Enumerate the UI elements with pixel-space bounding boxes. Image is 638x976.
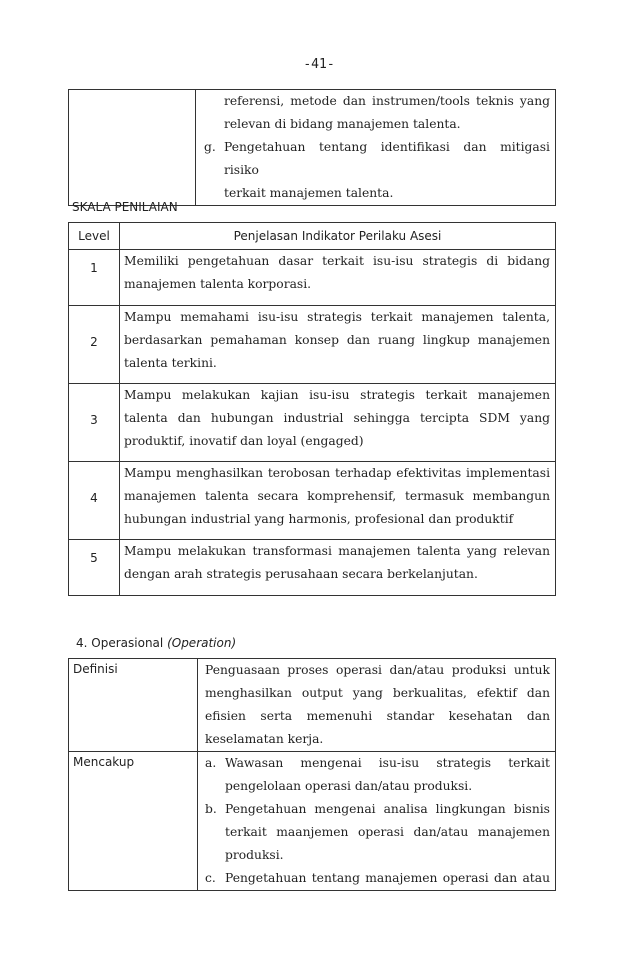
section-title-italic: (Operation)	[167, 636, 237, 650]
list-marker: g.	[204, 140, 216, 154]
text-line: talenta dan hubungan industrial sehingga tercipta SDM yang	[124, 411, 550, 425]
text-line: talenta terkini.	[124, 356, 217, 370]
text-line: produktif, inovatif dan loyal (engaged)	[124, 434, 364, 448]
level-cell: 2	[69, 306, 120, 384]
description-cell	[120, 384, 556, 462]
scale-table	[68, 222, 556, 596]
text-line: Pengetahuan mengenai analisa lingkungan bisnis	[225, 802, 550, 816]
description-cell	[120, 306, 556, 384]
list-item-c	[202, 867, 550, 890]
text-line: dengan arah strategis perusahaan secara berkelanjutan.	[124, 567, 478, 581]
text-line: manajemen talenta secara komprehensif, termasuk membangun	[124, 489, 550, 503]
text-line: Mampu melakukan transformasi manajemen talenta yang relevan	[124, 544, 550, 558]
level-cell: 5	[69, 540, 120, 596]
list-item-g	[200, 136, 550, 205]
text-line: terkait maanjemen operasi dan/atau manajemen	[225, 825, 550, 839]
section-title: Operasional	[91, 636, 164, 650]
table-row	[69, 752, 556, 891]
table-row	[69, 540, 556, 596]
description-cell	[120, 540, 556, 596]
text-line: Mampu menghasilkan terobosan terhadap efektivitas implementasi	[124, 466, 550, 480]
level-cell: 4	[69, 462, 120, 540]
header-level: Level	[69, 223, 120, 250]
list-marker: c.	[205, 871, 216, 885]
definisi-label: Definisi	[69, 659, 198, 752]
page-number: -41-	[303, 57, 335, 72]
table-row	[69, 306, 556, 384]
table-row	[69, 462, 556, 540]
level-cell: 1	[69, 250, 120, 306]
header-description: Penjelasan Indikator Perilaku Asesi	[120, 223, 556, 250]
text-line: relevan di bidang manajemen talenta.	[224, 117, 461, 131]
level-cell: 3	[69, 384, 120, 462]
continued-content-cell	[196, 90, 556, 206]
text-line: menghasilkan output yang berkualitas, efektif dan	[205, 686, 550, 700]
skala-penilaian-title: SKALA PENILAIAN	[72, 200, 178, 214]
section-4-heading	[76, 636, 236, 650]
text-line: Pengetahuan tentang identifikasi dan mitigasi risiko	[224, 140, 550, 177]
text-line: Penguasaan proses operasi dan/atau produksi untuk	[205, 663, 550, 677]
text-line: Mampu melakukan kajian isu-isu strategis terkait manajemen	[124, 388, 550, 402]
table-row	[69, 384, 556, 462]
definisi-content	[198, 659, 556, 752]
text-line: referensi, metode dan instrumen/tools teknis yang	[224, 94, 550, 108]
section-number: 4.	[76, 636, 88, 650]
text-line: Pengetahuan tentang manajemen operasi dan atau	[225, 871, 550, 885]
text-line: berdasarkan pemahaman konsep dan ruang lingkup manajemen	[124, 333, 550, 347]
description-cell	[120, 250, 556, 306]
table-row	[69, 659, 556, 752]
empty-left-cell	[69, 90, 196, 206]
list-marker: b.	[205, 802, 217, 816]
mencakup-content	[198, 752, 556, 891]
list-item-b	[202, 798, 550, 867]
text-line: pengelolaan operasi dan/atau produksi.	[225, 779, 473, 793]
text-line: keselamatan kerja.	[205, 732, 324, 746]
table-header-row	[69, 223, 556, 250]
description-cell	[120, 462, 556, 540]
text-line: manajemen talenta korporasi.	[124, 277, 312, 291]
table-row	[69, 250, 556, 306]
list-item-a	[202, 752, 550, 798]
text-line: Wawasan mengenai isu-isu strategis terkait	[225, 756, 550, 770]
text-line: terkait manajemen talenta.	[224, 186, 394, 200]
operasional-table	[68, 658, 556, 891]
text-line: hubungan industrial yang harmonis, profesional dan produktif	[124, 512, 514, 526]
text-line: Mampu memahami isu-isu strategis terkait manajemen talenta,	[124, 310, 550, 324]
text-line: efisien serta memenuhi standar kesehatan dan	[205, 709, 550, 723]
text-line: Memiliki pengetahuan dasar terkait isu-isu strategis di bidang	[124, 254, 550, 268]
text-line: produksi.	[225, 848, 284, 862]
mencakup-label: Mencakup	[69, 752, 198, 891]
continued-table	[68, 89, 556, 206]
list-marker: a.	[205, 756, 217, 770]
